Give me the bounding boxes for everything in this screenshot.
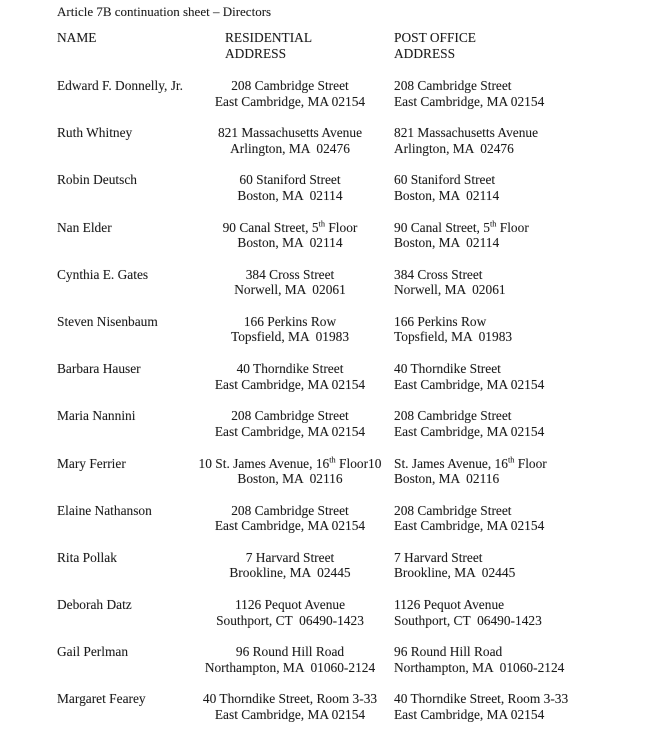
residential-address-line2: East Cambridge, MA 02154 [214,706,366,722]
post-office-address-line1: 40 Thorndike Street [394,361,501,377]
post-office-address-line1: 821 Massachusetts Avenue [394,125,539,141]
director-name: Cynthia E. Gates [57,266,149,282]
post-office-address-line1: 96 Round Hill Road [394,644,503,660]
post-office-address-line1: 40 Thorndike Street, Room 3-33 [394,691,569,707]
post-office-address-line1: St. James Avenue, 16th Floor [394,455,547,471]
director-name: Mary Ferrier [57,455,126,471]
table-row [57,220,650,251]
post-office-address [390,597,650,628]
post-office-address-line2: East Cambridge, MA 02154 [394,376,545,392]
post-office-address-line2: Arlington, MA 02476 [394,140,514,156]
table-row [57,691,650,722]
post-office-address-line2: East Cambridge, MA 02154 [394,706,545,722]
residential-address-line2: Boston, MA 02114 [237,187,343,203]
post-office-address [390,408,650,439]
residential-address-line1: 60 Staniford Street [239,172,341,188]
director-name: Barbara Hauser [57,361,141,377]
director-name: Deborah Datz [57,597,132,613]
table-row [57,361,650,392]
post-office-address [390,125,650,156]
table-row [57,550,650,581]
post-office-address-line2: Boston, MA 02116 [394,471,500,486]
directors-table [57,78,650,722]
residential-address-line2: East Cambridge, MA 02154 [214,518,366,534]
residential-address-line1: 1126 Pequot Avenue [234,597,346,613]
director-name: Maria Nannini [57,408,136,424]
residential-address-line1: 208 Cambridge Street [231,78,349,93]
residential-address-line2: Arlington, MA 02476 [230,140,350,156]
residential-address-line1: 821 Massachusetts Avenue [217,125,363,141]
director-name: Rita Pollak [57,549,117,565]
residential-address-line1: 208 Cambridge Street [231,502,349,518]
column-header-name: NAME [57,30,97,45]
post-office-address-line1: 1126 Pequot Avenue [394,597,505,613]
residential-address-line1: 166 Perkins Row [243,313,337,329]
post-office-address [390,456,650,487]
residential-address-line2: Topsfield, MA 01983 [230,329,350,345]
column-header-residential-line1: RESIDENTIAL [225,30,313,45]
post-office-address-line1: 7 Harvard Street [394,549,483,565]
residential-address-line1: 96 Round Hill Road [235,644,345,660]
post-office-address-line2: Northampton, MA 01060-2124 [394,659,565,675]
residential-address [190,644,390,675]
residential-address-line2: Brookline, MA 02445 [229,565,351,581]
post-office-address-line1: 384 Cross Street [394,266,483,282]
post-office-address [390,644,650,675]
column-header-residential-line2: ADDRESS [225,45,287,61]
document-title: Article 7B continuation sheet – Directors [57,4,272,19]
residential-address-line1: 90 Canal Street, 5th Floor [222,219,358,235]
table-row [57,172,650,203]
residential-address-line1: 208 Cambridge Street [231,408,349,424]
post-office-address [390,267,650,298]
post-office-address [390,314,650,345]
residential-address [190,597,390,628]
table-row [57,503,650,534]
post-office-address-line1: 60 Staniford Street [394,172,496,188]
residential-address [190,456,390,487]
table-row [57,597,650,628]
post-office-address-line2: Norwell, MA 02061 [394,282,506,298]
table-row [57,456,650,487]
post-office-address [390,503,650,534]
residential-address-line1: 7 Harvard Street [245,549,335,565]
post-office-address-line2: Topsfield, MA 01983 [394,329,513,345]
director-name: Robin Deutsch [57,172,137,188]
residential-address-line2: Norwell, MA 02061 [234,282,346,298]
post-office-address [390,361,650,392]
residential-address-line1: 40 Thorndike Street [236,361,344,377]
post-office-address-line1: 208 Cambridge Street [394,502,512,518]
residential-address [190,125,390,156]
post-office-address [390,220,650,251]
residential-address-line1: 384 Cross Street [245,266,335,282]
table-header-row [57,30,650,61]
post-office-address [390,78,650,109]
column-header-post-office-line1: POST OFFICE [394,30,476,45]
post-office-address-line2: Boston, MA 02114 [394,235,500,251]
residential-address [190,503,390,534]
column-header-residential-address [190,30,390,61]
residential-address-line2: Boston, MA 02116 [237,471,343,486]
residential-address-line2: East Cambridge, MA 02154 [214,376,366,392]
post-office-address [390,550,650,581]
residential-address [190,408,390,439]
residential-address [190,220,390,251]
post-office-address-line1: 90 Canal Street, 5th Floor [394,219,529,235]
director-name: Ruth Whitney [57,125,133,141]
residential-address [190,172,390,203]
residential-address [190,78,390,109]
residential-address-line2: East Cambridge, MA 02154 [214,93,366,109]
residential-address-line1: 10 St. James Avenue, 16th Floor10 [198,455,382,471]
post-office-address-line1: 166 Perkins Row [394,313,487,329]
residential-address [190,314,390,345]
table-row [57,644,650,675]
residential-address-line2: Boston, MA 02114 [237,235,343,251]
post-office-address-line2: East Cambridge, MA 02154 [394,423,545,439]
residential-address [190,267,390,298]
post-office-address-line1: 208 Cambridge Street [394,408,512,424]
residential-address-line2: Southport, CT 06490-1423 [216,612,364,628]
director-name: Margaret Fearey [57,691,146,707]
post-office-address-line2: Boston, MA 02114 [394,187,500,203]
post-office-address-line2: Brookline, MA 02445 [394,565,516,581]
table-row [57,267,650,298]
director-name: Edward F. Donnelly, Jr. [57,78,183,93]
table-row [57,125,650,156]
post-office-address-line2: Southport, CT 06490-1423 [394,612,542,628]
director-name: Nan Elder [57,219,112,235]
column-header-post-office-address [390,30,650,61]
director-name: Steven Nisenbaum [57,313,158,329]
table-row [57,314,650,345]
residential-address [190,550,390,581]
director-name: Elaine Nathanson [57,502,152,518]
post-office-address-line1: 208 Cambridge Street [394,78,512,93]
director-name: Gail Perlman [57,644,129,660]
post-office-address-line2: East Cambridge, MA 02154 [394,518,545,534]
residential-address-line2: East Cambridge, MA 02154 [214,423,366,439]
residential-address [190,691,390,722]
residential-address [190,361,390,392]
column-header-post-office-line2: ADDRESS [394,45,456,61]
residential-address-line1: 40 Thorndike Street, Room 3-33 [202,691,378,707]
post-office-address [390,691,650,722]
table-row [57,78,650,109]
post-office-address-line2: East Cambridge, MA 02154 [394,93,545,109]
table-row [57,408,650,439]
post-office-address [390,172,650,203]
residential-address-line2: Northampton, MA 01060-2124 [204,659,376,675]
